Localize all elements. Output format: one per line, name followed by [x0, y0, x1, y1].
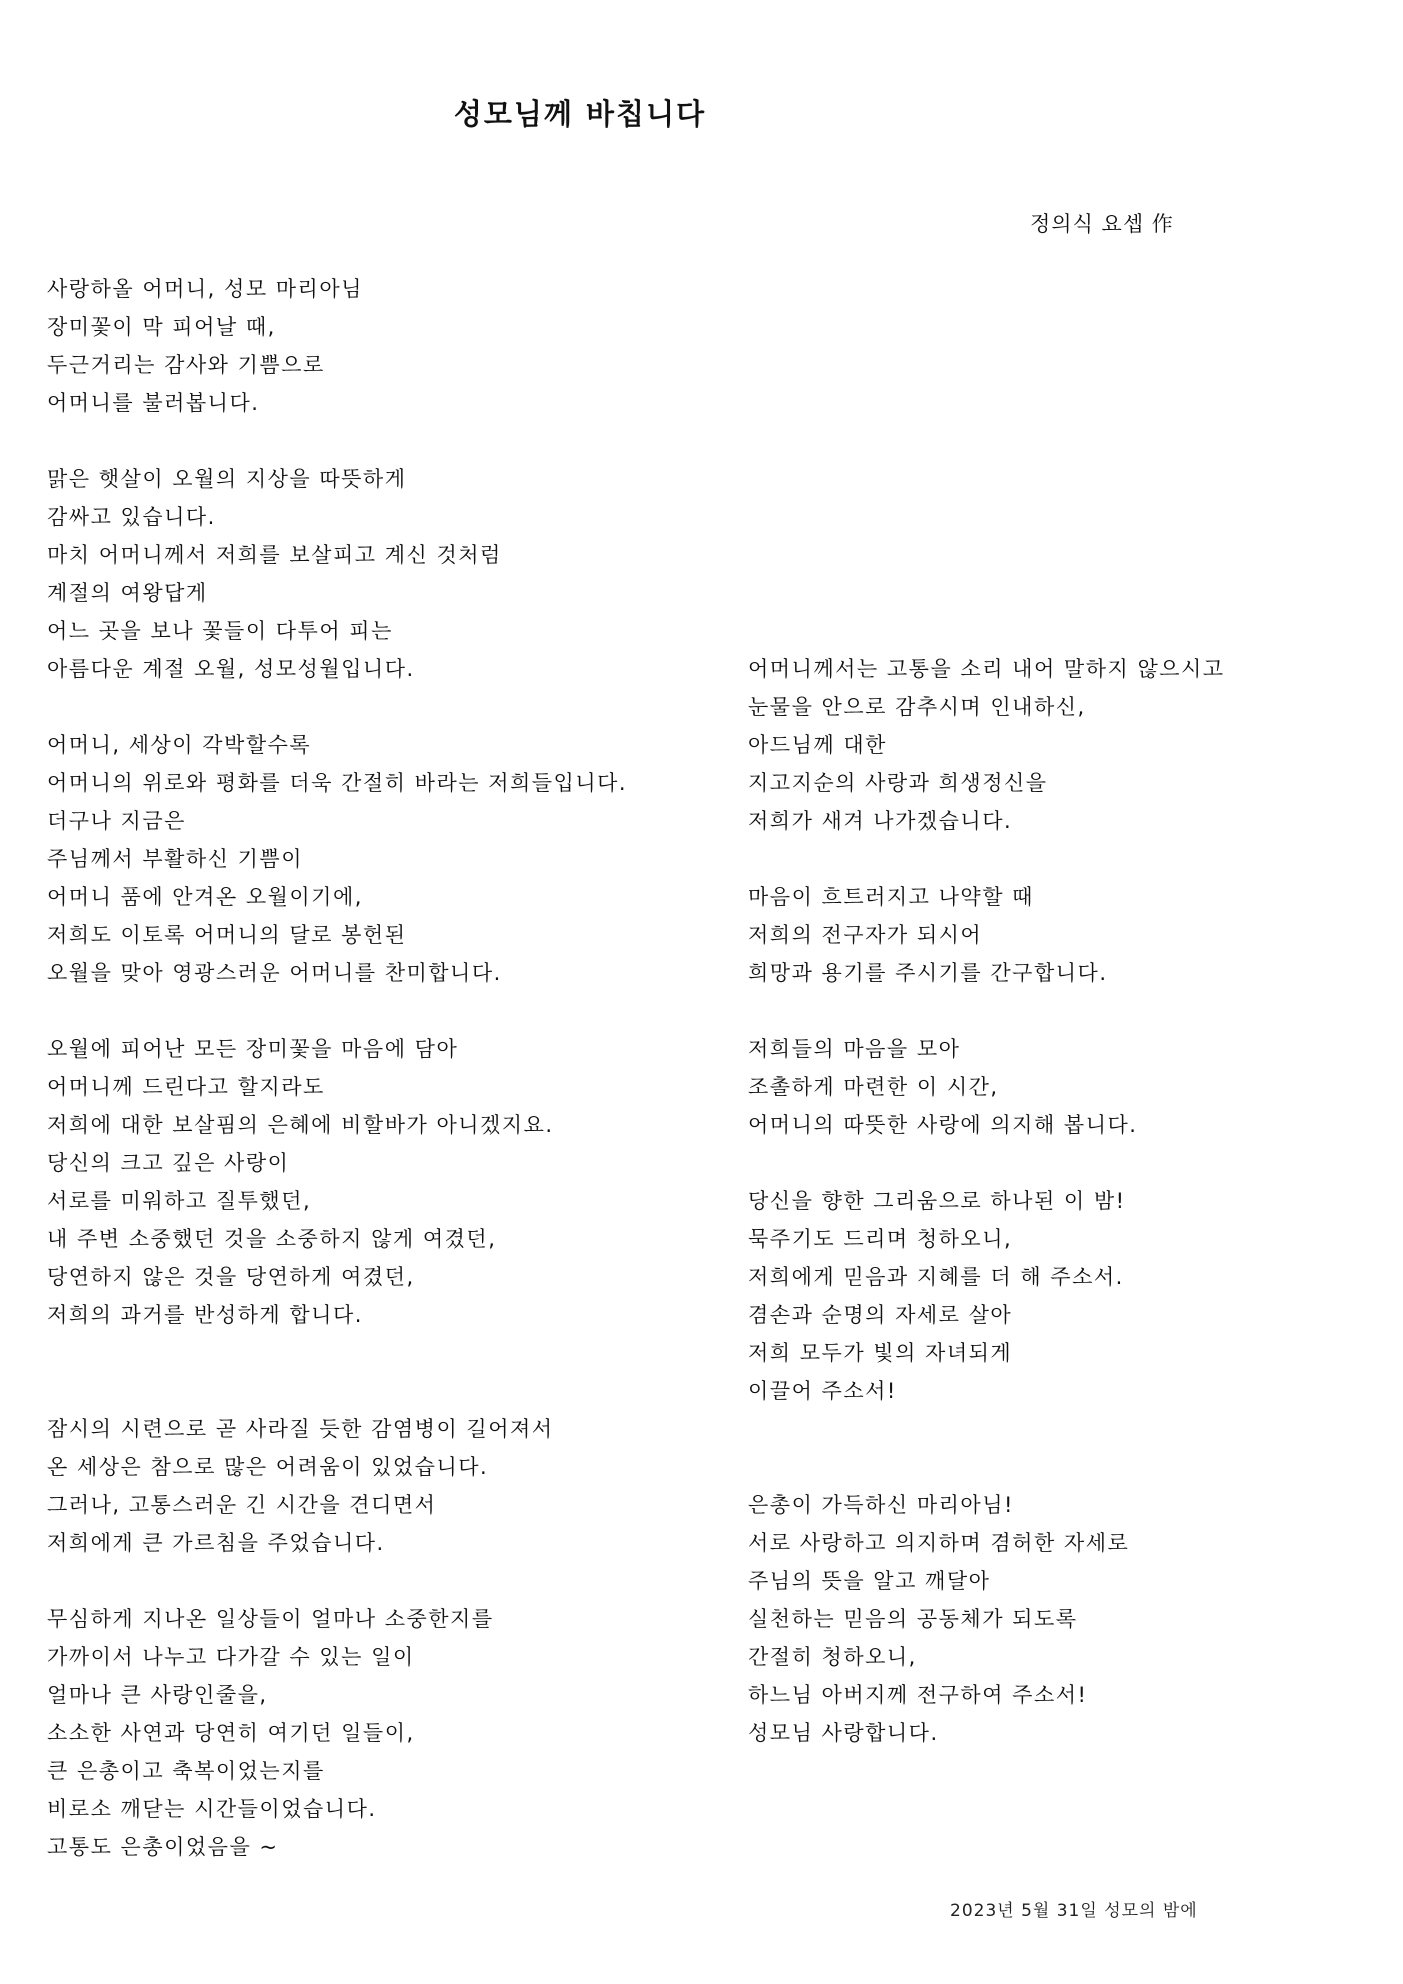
poem-line: 묵주기도 드리며 청하오니, — [748, 1227, 1013, 1251]
poem-line: 성모님 사랑합니다. — [748, 1721, 939, 1745]
poem-line: 얼마나 큰 사랑인줄을, — [47, 1683, 268, 1707]
poem-line: 마음이 흐트러지고 나약할 때 — [748, 885, 1034, 909]
poem-line: 감싸고 있습니다. — [47, 505, 216, 529]
stanza-left-6 — [47, 1600, 727, 1866]
poem-line: 무심하게 지나온 일상들이 얼마나 소중한지를 — [47, 1607, 494, 1631]
poem-line: 어머니의 위로와 평화를 더욱 간절히 바라는 저희들입니다. — [47, 771, 628, 795]
stanza-left-2 — [47, 460, 727, 688]
poem-line: 사랑하올 어머니, 성모 마리아님 — [47, 277, 363, 301]
poem-line: 맑은 햇살이 오월의 지상을 따뜻하게 — [47, 467, 407, 491]
poem-line: 당신을 향한 그리움으로 하나된 이 밤! — [748, 1189, 1126, 1213]
poem-line: 그러나, 고통스러운 긴 시간을 견디면서 — [47, 1493, 437, 1517]
poem-author: 정의식 요셉 作 — [1030, 212, 1174, 236]
poem-line: 당신의 크고 깊은 사랑이 — [47, 1151, 290, 1175]
poem-line: 저희들의 마음을 모아 — [748, 1037, 961, 1061]
stanza-left-4 — [47, 1030, 727, 1334]
poem-line: 당연하지 않은 것을 당연하게 여겼던, — [47, 1265, 415, 1289]
poem-line: 겸손과 순명의 자세로 살아 — [748, 1303, 1013, 1327]
poem-line: 고통도 은총이었음을 ~ — [47, 1835, 279, 1859]
poem-line: 저희에게 큰 가르침을 주었습니다. — [47, 1531, 385, 1555]
poem-line: 아드님께 대한 — [748, 733, 887, 757]
poem-line: 큰 은총이고 축복이었는지를 — [47, 1759, 325, 1783]
poem-line: 저희가 새겨 나가겠습니다. — [748, 809, 1013, 833]
poem-line: 주님께서 부활하신 기쁨이 — [47, 847, 303, 871]
poem-line: 실천하는 믿음의 공동체가 되도록 — [748, 1607, 1078, 1631]
poem-line: 어머니 품에 안겨온 오월이기에, — [47, 885, 363, 909]
poem-line: 어느 곳을 보나 꽃들이 다투어 피는 — [47, 619, 393, 643]
poem-line: 저희 모두가 빛의 자녀되게 — [748, 1341, 1013, 1365]
poem-line: 아름다운 계절 오월, 성모성월입니다. — [47, 657, 415, 681]
poem-line: 가까이서 나누고 다가갈 수 있는 일이 — [47, 1645, 415, 1669]
poem-line: 주님의 뜻을 알고 깨달아 — [748, 1569, 991, 1593]
left-column — [47, 270, 727, 1866]
stanza-left-3 — [47, 726, 727, 992]
poem-line: 간절히 청하오니, — [748, 1645, 917, 1669]
stanza-right-2 — [748, 878, 1388, 992]
poem-line: 어머니께서는 고통을 소리 내어 말하지 않으시고 — [748, 657, 1225, 681]
poem-title: 성모님께 바칩니다 — [453, 97, 707, 131]
stanza-right-3 — [748, 1030, 1388, 1144]
poem-line: 어머니, 세상이 각박할수록 — [47, 733, 312, 757]
stanza-left-1 — [47, 270, 727, 422]
poem-line: 지고지순의 사랑과 희생정신을 — [748, 771, 1048, 795]
poem-line: 저희에게 믿음과 지혜를 더 해 주소서. — [748, 1265, 1124, 1289]
poem-line: 온 세상은 참으로 많은 어려움이 있었습니다. — [47, 1455, 489, 1479]
poem-line: 서로를 미워하고 질투했던, — [47, 1189, 312, 1213]
stanza-right-4 — [748, 1182, 1388, 1410]
poem-line: 저희의 전구자가 되시어 — [748, 923, 983, 947]
poem-line: 잠시의 시련으로 곧 사라질 듯한 감염병이 길어져서 — [47, 1417, 554, 1441]
poem-line: 희망과 용기를 주시기를 간구합니다. — [748, 961, 1108, 985]
poem-line: 저희에 대한 보살핌의 은혜에 비할바가 아니겠지요. — [47, 1113, 554, 1137]
poem-line: 어머니의 따뜻한 사랑에 의지해 봅니다. — [748, 1113, 1138, 1137]
poem-line: 이끌어 주소서! — [748, 1379, 897, 1403]
right-column — [748, 650, 1388, 1752]
poem-line: 더구나 지금은 — [47, 809, 186, 833]
footer-date: 2023년 5월 31일 성모의 밤에 — [950, 1901, 1198, 1921]
stanza-left-5 — [47, 1410, 727, 1562]
poem-line: 눈물을 안으로 감추시며 인내하신, — [748, 695, 1086, 719]
poem-line: 조촐하게 마련한 이 시간, — [748, 1075, 999, 1099]
poem-line: 오월에 피어난 모든 장미꽃을 마음에 담아 — [47, 1037, 459, 1061]
poem-line: 소소한 사연과 당연히 여기던 일들이, — [47, 1721, 415, 1745]
poem-line: 장미꽃이 막 피어날 때, — [47, 315, 276, 339]
poem-line: 오월을 맞아 영광스러운 어머니를 찬미합니다. — [47, 961, 502, 985]
poem-line: 계절의 여왕답게 — [47, 581, 208, 605]
poem-line: 저희도 이토록 어머니의 달로 봉헌된 — [47, 923, 407, 947]
poem-line: 저희의 과거를 반성하게 합니다. — [47, 1303, 363, 1327]
poem-line: 내 주변 소중했던 것을 소중하지 않게 여겼던, — [47, 1227, 497, 1251]
poem-line: 하느님 아버지께 전구하여 주소서! — [748, 1683, 1088, 1707]
poem-line: 어머니를 불러봅니다. — [47, 391, 260, 415]
poem-line: 비로소 깨닫는 시간들이었습니다. — [47, 1797, 377, 1821]
poem-line: 서로 사랑하고 의지하며 겸허한 자세로 — [748, 1531, 1130, 1555]
poem-line: 어머니께 드린다고 할지라도 — [47, 1075, 325, 1099]
poem-line: 두근거리는 감사와 기쁨으로 — [47, 353, 325, 377]
poem-line: 마치 어머니께서 저희를 보살피고 계신 것처럼 — [47, 543, 502, 567]
poem-line: 은총이 가득하신 마리아님! — [748, 1493, 1014, 1517]
stanza-right-5 — [748, 1486, 1388, 1752]
stanza-right-1 — [748, 650, 1388, 840]
